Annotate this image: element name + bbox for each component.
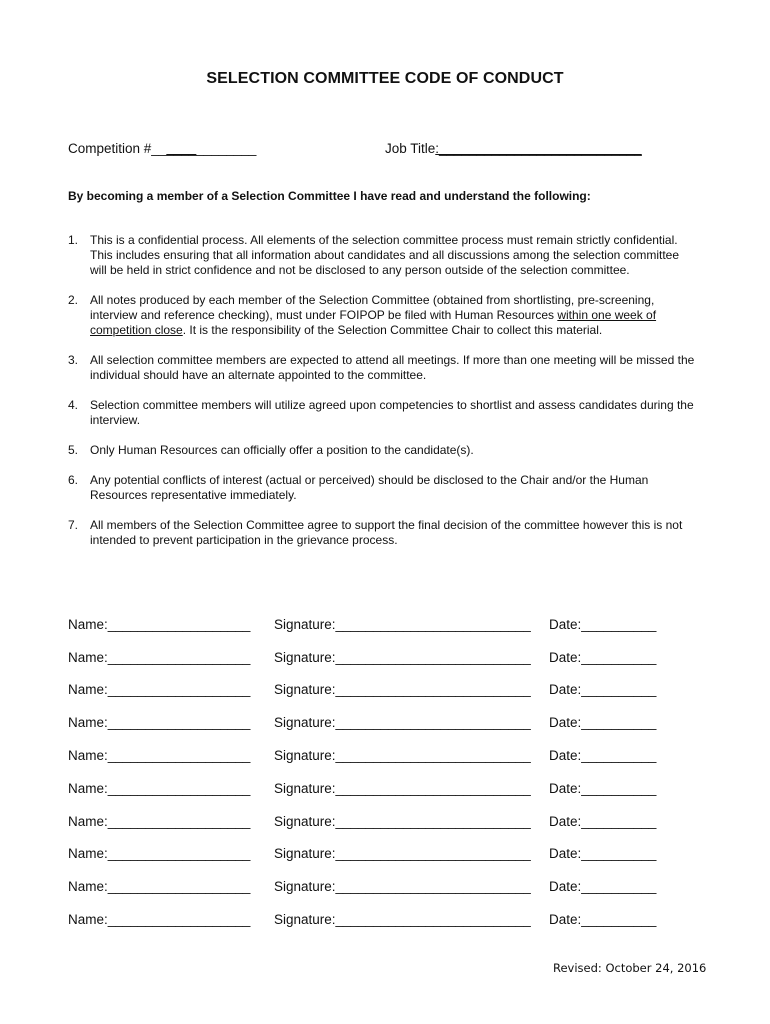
rule-text: All members of the Selection Committee agree to support the final decision of the committee however this is not intended to prevent participation in the grievance process. (90, 518, 683, 547)
date-field[interactable]: Date:__________ (549, 682, 657, 698)
list-item (68, 233, 698, 278)
date-field[interactable]: Date:__________ (549, 912, 657, 928)
document-title: SELECTION COMMITTEE CODE OF CONDUCT (206, 70, 564, 87)
signature-field[interactable]: Signature:__________________________ (274, 912, 531, 928)
signature-row (68, 608, 688, 641)
rule-text: Any potential conflicts of interest (actual or perceived) should be disclosed to the Chair and/or the Human Resources representative immediately. (90, 473, 649, 502)
name-field[interactable]: Name:___________________ (68, 715, 251, 731)
name-field[interactable]: Name:___________________ (68, 813, 251, 829)
date-field[interactable]: Date:__________ (549, 879, 657, 895)
rule-text-after: . It is the responsibility of the Selection Committee Chair to collect this material. (182, 323, 603, 337)
signature-row (68, 641, 688, 674)
rule-text: All selection committee members are expected to attend all meetings. If more than one meeting will be missed the individual should have an alternate appointed to the committee. (90, 353, 695, 382)
list-item (68, 293, 698, 338)
signature-row (68, 706, 688, 739)
list-item (68, 443, 698, 458)
list-item (68, 353, 698, 383)
signature-block (68, 608, 688, 936)
rule-number: 1. (68, 233, 79, 247)
rule-number: 4. (68, 398, 79, 412)
signature-row (68, 903, 688, 936)
name-field[interactable]: Name:___________________ (68, 879, 251, 895)
rule-number: 7. (68, 518, 79, 532)
name-field[interactable]: Name:___________________ (68, 682, 251, 698)
signature-row (68, 674, 688, 707)
date-field[interactable]: Date:__________ (549, 813, 657, 829)
rule-text-underlined: within one week of competition close (90, 308, 657, 337)
signature-row (68, 772, 688, 805)
name-field[interactable]: Name:___________________ (68, 780, 251, 796)
signature-field[interactable]: Signature:__________________________ (274, 813, 531, 829)
name-field[interactable]: Name:___________________ (68, 616, 251, 632)
rule-text-before: All notes produced by each member of the Selection Committee (obtained from shortlisting, pre-screening, interview and reference checking), must under FOIPOP be filed with Human Resources (90, 293, 655, 322)
intro-statement: By becoming a member of a Selection Committee I have read and understand the following: (68, 189, 591, 203)
signature-field[interactable]: Signature:__________________________ (274, 748, 531, 764)
signature-field[interactable]: Signature:__________________________ (274, 715, 531, 731)
rule-text: Selection committee members will utilize agreed upon competencies to shortlist and assess candidates during the interview. (90, 398, 694, 427)
signature-row (68, 838, 688, 871)
competition-number-field[interactable] (68, 141, 256, 156)
date-field[interactable]: Date:__________ (549, 748, 657, 764)
name-field[interactable]: Name:___________________ (68, 748, 251, 764)
competition-label: Competition #__ (68, 141, 167, 156)
conduct-rules-list (68, 233, 698, 563)
rule-text: This is a confidential process. All elements of the selection committee process must remain strictly confidential. This includes ensuring that all information about candidates and all discussions among the selection committee will be held in strict confidence and not be disclosed to any person outside of the selection committee. (90, 233, 679, 277)
signature-row (68, 805, 688, 838)
list-item (68, 473, 698, 503)
name-field[interactable]: Name:___________________ (68, 912, 251, 928)
rule-number: 5. (68, 443, 79, 457)
date-field[interactable]: Date:__________ (549, 715, 657, 731)
signature-field[interactable]: Signature:__________________________ (274, 682, 531, 698)
competition-blank-tail: ________ (196, 141, 257, 156)
date-field[interactable]: Date:__________ (549, 846, 657, 862)
signature-field[interactable]: Signature:__________________________ (274, 846, 531, 862)
name-field[interactable]: Name:___________________ (68, 649, 251, 665)
list-item (68, 518, 698, 548)
signature-field[interactable]: Signature:__________________________ (274, 780, 531, 796)
job-title-label: Job Title (385, 141, 436, 156)
list-item (68, 398, 698, 428)
rule-number: 6. (68, 473, 79, 487)
rule-number: 2. (68, 293, 79, 307)
signature-row (68, 870, 688, 903)
rule-number: 3. (68, 353, 79, 367)
rule-text: Only Human Resources can officially offer a position to the candidate(s). (90, 443, 474, 457)
signature-field[interactable]: Signature:__________________________ (274, 616, 531, 632)
job-title-field[interactable] (385, 141, 642, 156)
competition-blank: ____ (166, 141, 197, 156)
signature-field[interactable]: Signature:__________________________ (274, 649, 531, 665)
date-field[interactable]: Date:__________ (549, 649, 657, 665)
rule-text (90, 293, 698, 338)
job-title-blank: :___________________________ (435, 141, 642, 156)
date-field[interactable]: Date:__________ (549, 616, 657, 632)
revision-date: Revised: October 24, 2016 (553, 961, 707, 975)
signature-field[interactable]: Signature:__________________________ (274, 879, 531, 895)
date-field[interactable]: Date:__________ (549, 780, 657, 796)
signature-row (68, 739, 688, 772)
name-field[interactable]: Name:___________________ (68, 846, 251, 862)
